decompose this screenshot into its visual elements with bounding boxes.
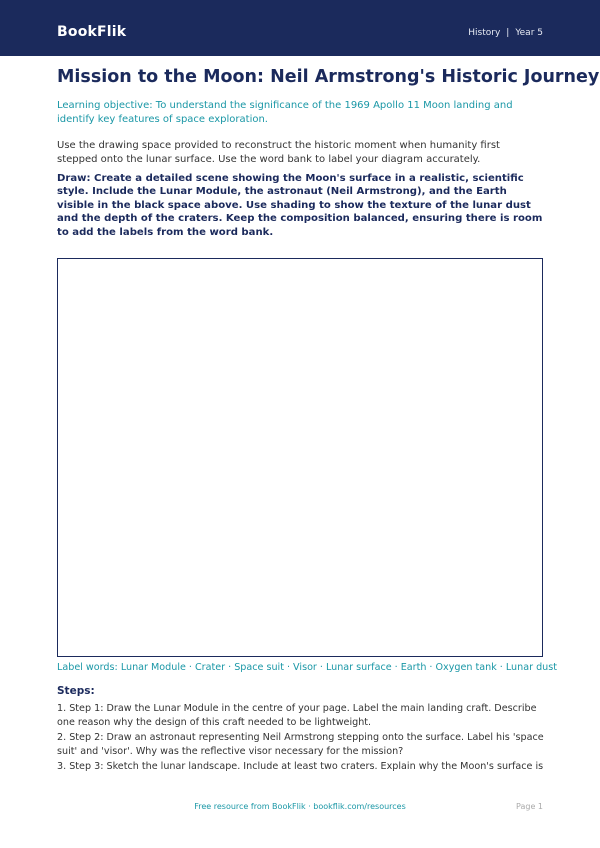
word-bank-word: Earth: [400, 662, 427, 673]
footer: [0, 801, 600, 815]
word-bank-word: Lunar Module: [120, 662, 186, 673]
header-separator: |: [506, 28, 510, 38]
page-title: Mission to the Moon: Neil Armstrong's Historic Journey: [57, 67, 600, 87]
word-separator: ·: [394, 662, 398, 673]
header-meta: [468, 27, 543, 39]
word-separator: ·: [188, 662, 192, 673]
word-bank-word: Lunar surface: [325, 662, 392, 673]
header-bar: [0, 0, 600, 56]
word-bank-word: Lunar dust: [505, 662, 557, 673]
intro-text: Use the drawing space provided to reconstruct the historic moment when humanity first stepped onto the lunar surface. Use the word bank to label your diagram accurately.: [57, 140, 500, 165]
word-bank-word: Space suit: [234, 662, 284, 673]
word-bank-words: [121, 662, 557, 673]
word-bank-label: Label words:: [57, 662, 118, 673]
step-item: 3. Step 3: Sketch the lunar landscape. Include at least two craters. Explain why the Moon's surface is: [57, 761, 544, 772]
word-separator: ·: [228, 662, 232, 673]
learning-objective: Learning objective: To understand the significance of the 1969 Apollo 11 Moon landing and identify key features of space exploration.: [57, 100, 513, 125]
word-separator: ·: [319, 662, 323, 673]
draw-instruction: Draw: Create a detailed scene showing the Moon's surface in a realistic, scientific style. Include the Lunar Module, the astronaut (Neil Armstrong), and the Earth visible in the black space above. Use shading to show the texture of the lunar dust and the depth of the craters. Keep the composition balanced, ensuring there is room to add the labels from the word bank.: [57, 173, 543, 238]
footer-resource-link[interactable]: Free resource from BookFlik · bookflik.com/resources: [194, 802, 406, 811]
step-item: 1. Step 1: Draw the Lunar Module in the centre of your page. Label the main landing craft. Describe one reason why the design of this craft needed to be lightweight.: [57, 703, 537, 728]
steps-list: [57, 702, 547, 776]
word-separator: ·: [499, 662, 503, 673]
step-item: 2. Step 2: Draw an astronaut representing Neil Armstrong stepping onto the surface. Label his 'space suit' and 'visor'. Why was the reflective visor necessary for the mission?: [57, 732, 544, 757]
page-number: Page 1: [516, 802, 543, 811]
word-bank-word: Oxygen tank: [435, 662, 497, 673]
word-separator: ·: [429, 662, 433, 673]
year-label: Year 5: [515, 28, 543, 38]
word-separator: ·: [286, 662, 291, 673]
subject-label: History: [468, 28, 501, 38]
steps-heading: Steps:: [57, 685, 95, 697]
brand-logo[interactable]: BookFlik: [57, 24, 127, 40]
drawing-area[interactable]: [57, 258, 543, 657]
word-bank-word: Visor: [293, 662, 317, 673]
word-bank: [57, 661, 557, 674]
word-bank-word: Crater: [194, 662, 226, 673]
